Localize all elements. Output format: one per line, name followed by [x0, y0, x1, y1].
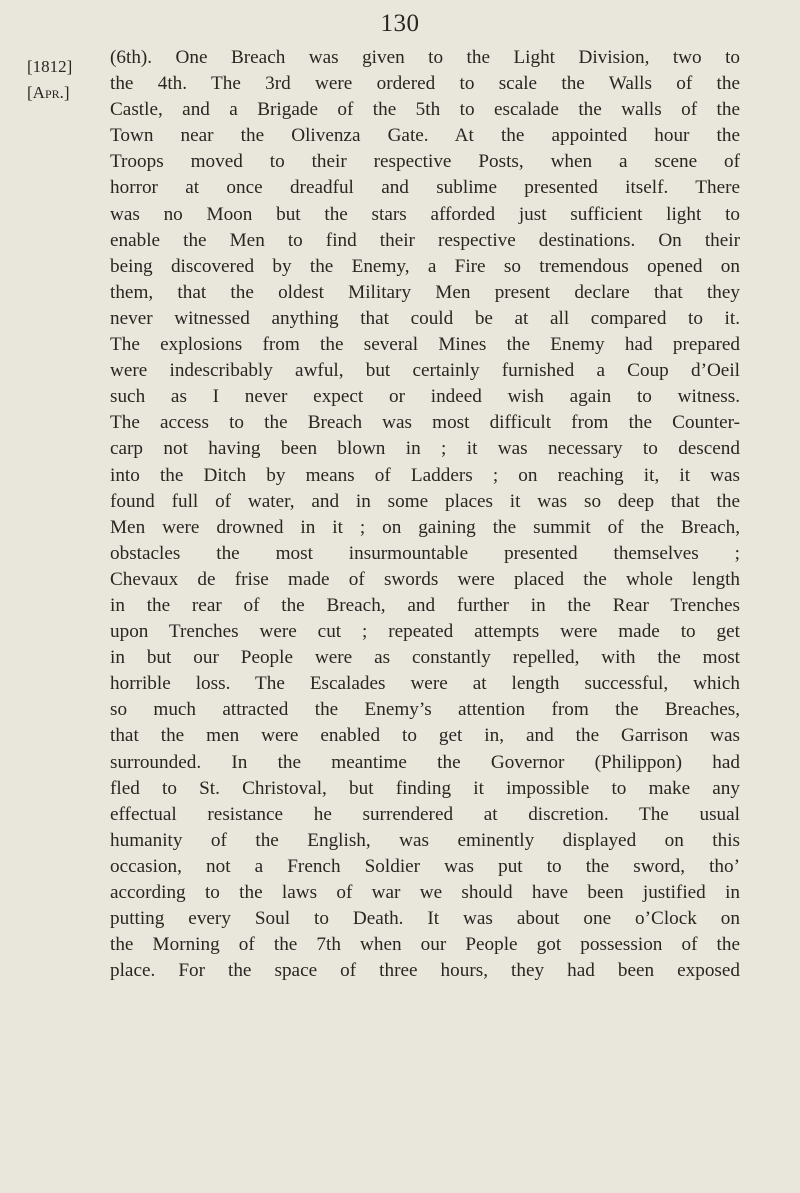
text-line: Town near the Olivenza Gate. At the appointed hour the [110, 125, 740, 147]
text-line: (6th). One Breach was given to the Light Division, two to [110, 47, 740, 68]
text-line: Troops moved to their respective Posts, when a scene of [110, 151, 740, 173]
text-line: obstacles the most insurmountable presented themselves ; [110, 542, 740, 564]
text-line: effectual resistance he surrendered at discretion. The usual [110, 803, 740, 825]
text-line: place. For the space of three hours, they had been exposed [110, 960, 740, 982]
text-line: the Morning of the 7th when our People got possession of the [110, 934, 740, 956]
text-line: into the Ditch by means of Ladders ; on reaching it, it was [110, 464, 740, 486]
text-line: upon Trenches were cut ; repeated attempts were made to get [110, 621, 740, 643]
margin-year: [1812] [27, 57, 73, 76]
text-line: Men were drowned in it ; on gaining the summit of the Breach, [110, 516, 740, 538]
text-line: horrible loss. The Escalades were at length successful, which [110, 673, 740, 695]
text-line: Chevaux de frise made of swords were placed the whole length [110, 568, 740, 590]
text-line: enable the Men to find their respective destinations. On their [110, 229, 740, 251]
text-line: fled to St. Christoval, but finding it impossible to make any [110, 777, 740, 799]
margin-notes [27, 54, 72, 106]
text-line: horror at once dreadful and sublime presented itself. There [110, 177, 740, 199]
text-line: in but our People were as constantly repelled, with the most [110, 647, 740, 669]
body-text [110, 45, 740, 984]
text-line: found full of water, and in some places it was so deep that the [110, 490, 740, 512]
margin-month: [Apr.] [27, 83, 70, 102]
text-line: them, that the oldest Military Men present declare that they [110, 281, 740, 303]
text-line: so much attracted the Enemy’s attention from the Breaches, [110, 699, 740, 721]
text-line: occasion, not a French Soldier was put to the sword, tho’ [110, 855, 740, 877]
text-line: such as I never expect or indeed wish again to witness. [110, 386, 740, 408]
text-line: The access to the Breach was most difficult from the Counter- [110, 412, 740, 434]
text-line: were indescribably awful, but certainly furnished a Coup d’Oeil [110, 360, 740, 382]
text-line: being discovered by the Enemy, a Fire so tremendous opened on [110, 255, 740, 277]
text-line: carp not having been blown in ; it was necessary to descend [110, 438, 740, 460]
text-line: the 4th. The 3rd were ordered to scale the Walls of the [110, 73, 740, 95]
page-number: 130 [380, 10, 420, 37]
text-line: humanity of the English, was eminently displayed on this [110, 829, 740, 851]
text-line: according to the laws of war we should have been justified in [110, 882, 740, 903]
text-line: that the men were enabled to get in, and the Garrison was [110, 725, 740, 747]
text-line: Castle, and a Brigade of the 5th to escalade the walls of the [110, 99, 740, 121]
text-line: was no Moon but the stars afforded just sufficient light to [110, 203, 740, 225]
text-line: surrounded. In the meantime the Governor (Philippon) had [110, 751, 740, 773]
text-line: putting every Soul to Death. It was about one o’Clock on [110, 908, 740, 930]
text-line: never witnessed anything that could be at all compared to it. [110, 307, 740, 329]
text-line: The explosions from the several Mines the Enemy had prepared [110, 334, 740, 356]
text-line: in the rear of the Breach, and further in the Rear Trenches [110, 594, 740, 616]
